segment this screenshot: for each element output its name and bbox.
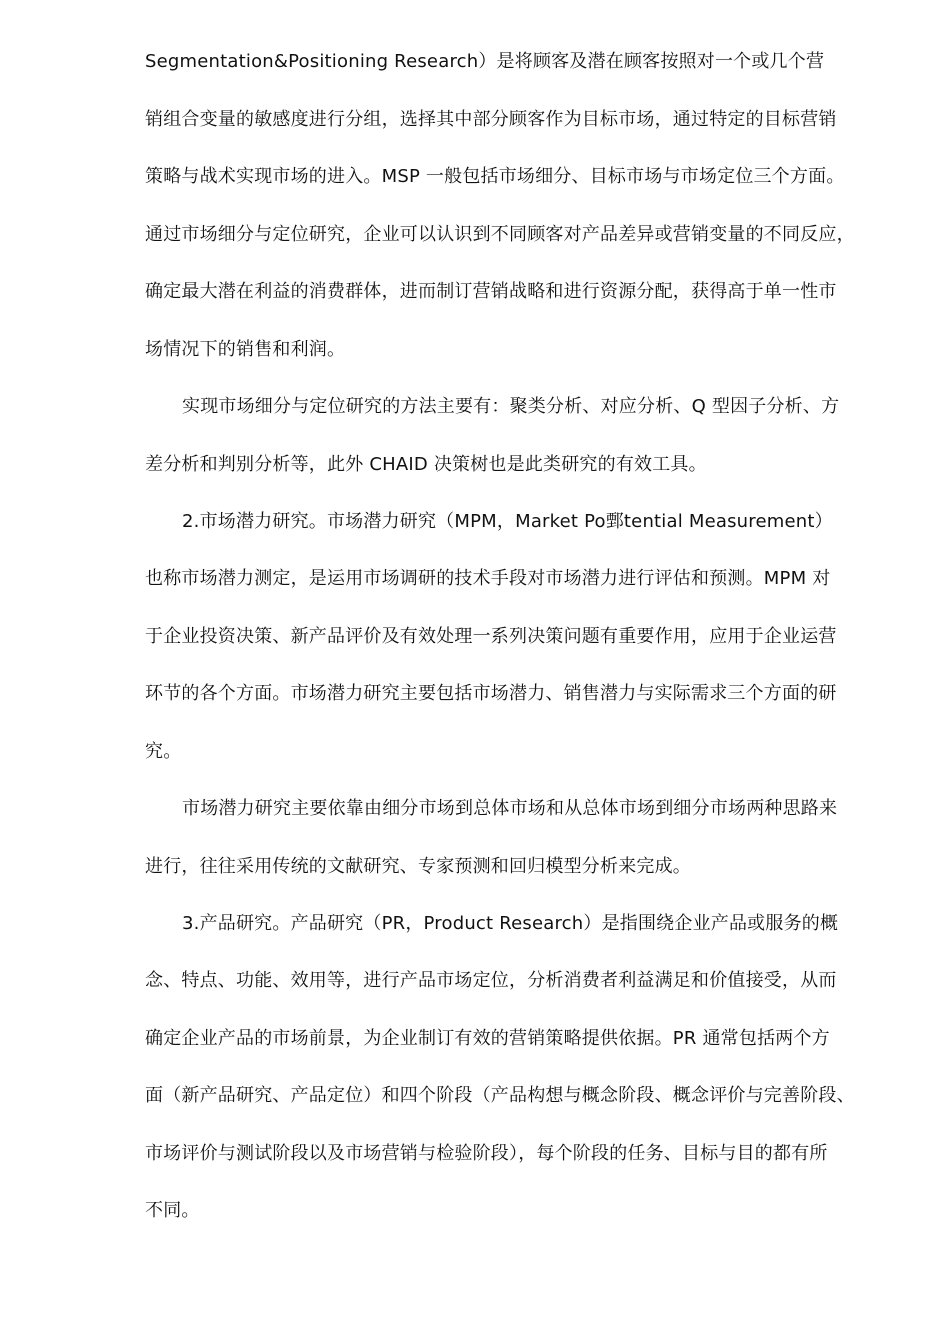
text-line: 实现市场细分与定位研究的方法主要有：聚类分析、对应分析、Q 型因子分析、方 [182,396,840,417]
text-line: 通过市场细分与定位研究，企业可以认识到不同顾客对产品差异或营销变量的不同反应， [145,224,855,245]
text-line: 市场评价与测试阶段以及市场营销与检验阶段），每个阶段的任务、目标与目的都有所 [145,1143,828,1164]
text-line: 市场潜力研究主要依靠由细分市场到总体市场和从总体市场到细分市场两种思路来 [182,798,838,819]
text-line: 于企业投资决策、新产品评价及有效处理一系列决策问题有重要作用，应用于企业运营 [145,626,837,647]
text-line: 究。 [145,741,182,762]
text-line: 面（新产品研究、产品定位）和四个阶段（产品构想与概念阶段、概念评价与完善阶段、 [145,1085,855,1106]
text-line: 3.产品研究。产品研究（PR，Product Research）是指围绕企业产品或服务的概 [182,913,839,934]
text-line: 也称市场潜力测定，是运用市场调研的技术手段对市场潜力进行评估和预测。MPM 对 [145,568,831,589]
text-line: 策略与战术实现市场的进入。MSP 一般包括市场细分、目标市场与市场定位三个方面。 [145,166,845,187]
text-line: 进行，往往采用传统的文献研究、专家预测和回归模型分析来完成。 [145,856,691,877]
text-line: 确定企业产品的市场前景，为企业制订有效的营销策略提供依据。PR 通常包括两个方 [145,1028,830,1049]
text-line: 场情况下的销售和利润。 [145,339,346,360]
text-line: 销组合变量的敏感度进行分组，选择其中部分顾客作为目标市场，通过特定的目标营销 [145,109,837,130]
text-line: 不同。 [145,1200,200,1221]
text-line: 环节的各个方面。市场潜力研究主要包括市场潜力、销售潜力与实际需求三个方面的研 [145,683,837,704]
text-line: Segmentation&Positioning Research）是将顾客及潜在顾客按照对一个或几个营 [145,51,825,72]
text-line: 念、特点、功能、效用等，进行产品市场定位，分析消费者利益满足和价值接受，从而 [145,970,837,991]
text-line: 确定最大潜在利益的消费群体，进而制订营销战略和进行资源分配，获得高于单一性市 [145,281,837,302]
text-line: 2.市场潜力研究。市场潜力研究（MPM，Market Po鄄tential Measurement） [182,511,833,532]
text-line: 差分析和判别分析等，此外 CHAID 决策树也是此类研究的有效工具。 [145,454,707,475]
